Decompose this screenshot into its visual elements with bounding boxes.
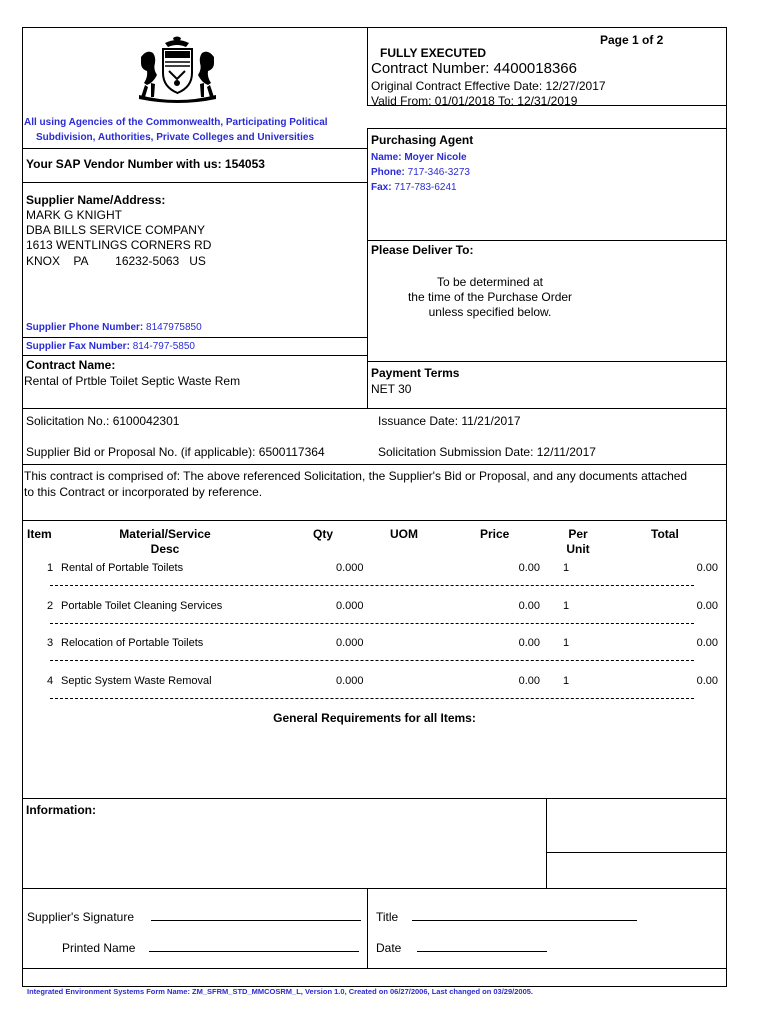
purchasing-agent-heading: Purchasing Agent [371,133,474,147]
deliver-line-1: To be determined at [436,275,544,289]
row-qty: 0.000 [336,600,364,612]
information-inner-rule [546,852,727,853]
status-label: FULLY EXECUTED [380,46,487,60]
row-number: 4 [47,675,54,687]
col-material-header-2: Desc [150,542,180,556]
agencies-line-2: Subdivision, Authorities, Private Colleges and Universities [36,132,315,143]
row-total: 0.00 [696,637,718,649]
contract-number: Contract Number: 4400018366 [371,60,577,77]
row-description: Portable Toilet Cleaning Services [61,600,223,612]
general-requirements: General Requirements for all Items: [273,711,476,725]
title-field[interactable] [412,920,637,921]
row-qty: 0.000 [336,637,364,649]
payment-terms: NET 30 [371,382,412,396]
col-per-header-1: Per [568,527,588,541]
col-qty-header: Qty [313,527,334,541]
solicitation-top-rule [22,408,727,409]
row-price: 0.00 [518,600,540,612]
supplier-phone-label: Supplier Phone Number: [26,322,144,333]
printed-name-line [62,941,359,955]
agent-fax [371,182,457,193]
signature-column-divider [367,888,368,968]
agent-phone-label: Phone: [371,167,405,178]
information-heading: Information: [26,803,96,817]
sap-vendor-number: Your SAP Vendor Number with us: 154053 [26,157,265,171]
comprised-top-rule [22,464,727,465]
supplier-fax-label: Supplier Fax Number: [26,341,130,352]
row-per-unit: 1 [563,600,570,612]
agent-fax-label: Fax: [371,182,392,193]
title-line [376,910,637,924]
row-description: Septic System Waste Removal [61,675,212,687]
payment-top-rule [367,361,727,362]
row-separator [50,660,694,661]
contract-name: Rental of Prtble Toilet Septic Waste Rem [24,374,241,388]
comprised-line-1: This contract is comprised of: The above referenced Solicitation, the Supplier's Bid or Proposal, and any documents attached [24,469,688,483]
printed-name-field[interactable] [149,951,359,952]
supplier-phone [26,322,202,333]
payment-heading: Payment Terms [371,366,460,380]
row-qty: 0.000 [336,675,364,687]
agent-phone [371,167,470,178]
row-separator [50,585,694,586]
information-top-rule [22,798,727,799]
row-separator [50,698,694,699]
row-price: 0.00 [518,675,540,687]
deliver-heading: Please Deliver To: [371,243,474,257]
supplier-fax-rule [22,355,367,356]
contract-name-heading: Contract Name: [26,358,116,372]
supplier-heading: Supplier Name/Address: [26,193,166,207]
agencies-bottom-rule [22,148,367,149]
signature-top-rule [22,888,727,889]
supplier-fax-value: 814-797-5850 [132,341,195,352]
col-item-header: Item [27,527,52,541]
row-per-unit: 1 [563,637,570,649]
commonwealth-seal [135,35,220,103]
agent-name: Name: Moyer Nicole [371,152,467,163]
title-label: Title [376,910,399,924]
agent-top-rule [367,128,727,129]
date-line [376,941,547,955]
row-price: 0.00 [518,562,540,574]
deliver-line-2: the time of the Purchase Order [407,290,573,304]
header-column-divider [367,27,368,105]
row-total: 0.00 [696,675,718,687]
information-column-divider [546,798,547,888]
supplier-country: US [189,254,206,268]
supplier-phone-value: 8147975850 [146,322,202,333]
row-description: Rental of Portable Toilets [61,562,184,574]
sap-bottom-rule [22,182,367,183]
agent-fax-value: 717-783-6241 [394,182,457,193]
supplier-fax [26,341,195,352]
supplier-signature-field[interactable] [151,920,361,921]
supplier-signature-label: Supplier's Signature [27,910,135,924]
row-price: 0.00 [518,637,540,649]
agent-phone-value: 717-346-3273 [407,167,470,178]
page-label: Page 1 of 2 [600,33,664,47]
valid-range: Valid From: 01/01/2018 To: 12/31/2019 [371,94,578,108]
row-description: Relocation of Portable Toilets [61,637,204,649]
supplier-city: KNOX [26,254,61,268]
supplier-signature-line [27,910,361,924]
comprised-line-2: to this Contract or incorporated by reference. [24,485,263,499]
date-field[interactable] [417,951,547,952]
signature-bottom-rule [22,968,727,969]
row-qty: 0.000 [336,562,364,574]
row-number: 1 [47,562,54,574]
supplier-zip: 16232-5063 [115,254,180,268]
row-per-unit: 1 [563,562,570,574]
effective-date: Original Contract Effective Date: 12/27/2017 [371,79,606,93]
supplier-line-2: DBA BILLS SERVICE COMPANY [26,223,205,237]
supplier-line-3: 1613 WENTLINGS CORNERS RD [26,238,212,252]
supplier-state: PA [73,254,89,268]
bid-number: Supplier Bid or Proposal No. (if applicable): 6500117364 [26,445,325,459]
form-footer: Integrated Environment Systems Form Name: ZM_SFRM_STD_MMCOSRM_L, Version 1.0, Created on 06/27/2006, Last changed on 03/29/2005. [27,987,533,996]
right-column-divider [367,128,368,408]
deliver-line-3: unless specified below. [428,305,552,319]
col-material-header-1: Material/Service [119,527,211,541]
col-uom-header: UOM [390,527,418,541]
row-number: 3 [47,637,54,649]
date-label: Date [376,941,402,955]
table-top-rule [22,520,727,521]
col-price-header: Price [480,527,510,541]
row-number: 2 [47,600,54,612]
supplier-city-line [26,254,206,268]
deliver-top-rule [367,240,727,241]
supplier-phone-rule [22,337,367,338]
col-total-header: Total [651,527,679,541]
row-total: 0.00 [696,562,718,574]
submission-date: Solicitation Submission Date: 12/11/2017 [378,445,596,459]
col-per-header-2: Unit [566,542,590,556]
row-per-unit: 1 [563,675,570,687]
supplier-line-1: MARK G KNIGHT [26,208,123,222]
row-total: 0.00 [696,600,718,612]
issuance-date: Issuance Date: 11/21/2017 [378,414,521,428]
row-separator [50,623,694,624]
solicitation-number: Solicitation No.: 6100042301 [26,414,180,428]
agencies-line-1: All using Agencies of the Commonwealth, Participating Political [24,117,328,128]
printed-name-label: Printed Name [62,941,136,955]
